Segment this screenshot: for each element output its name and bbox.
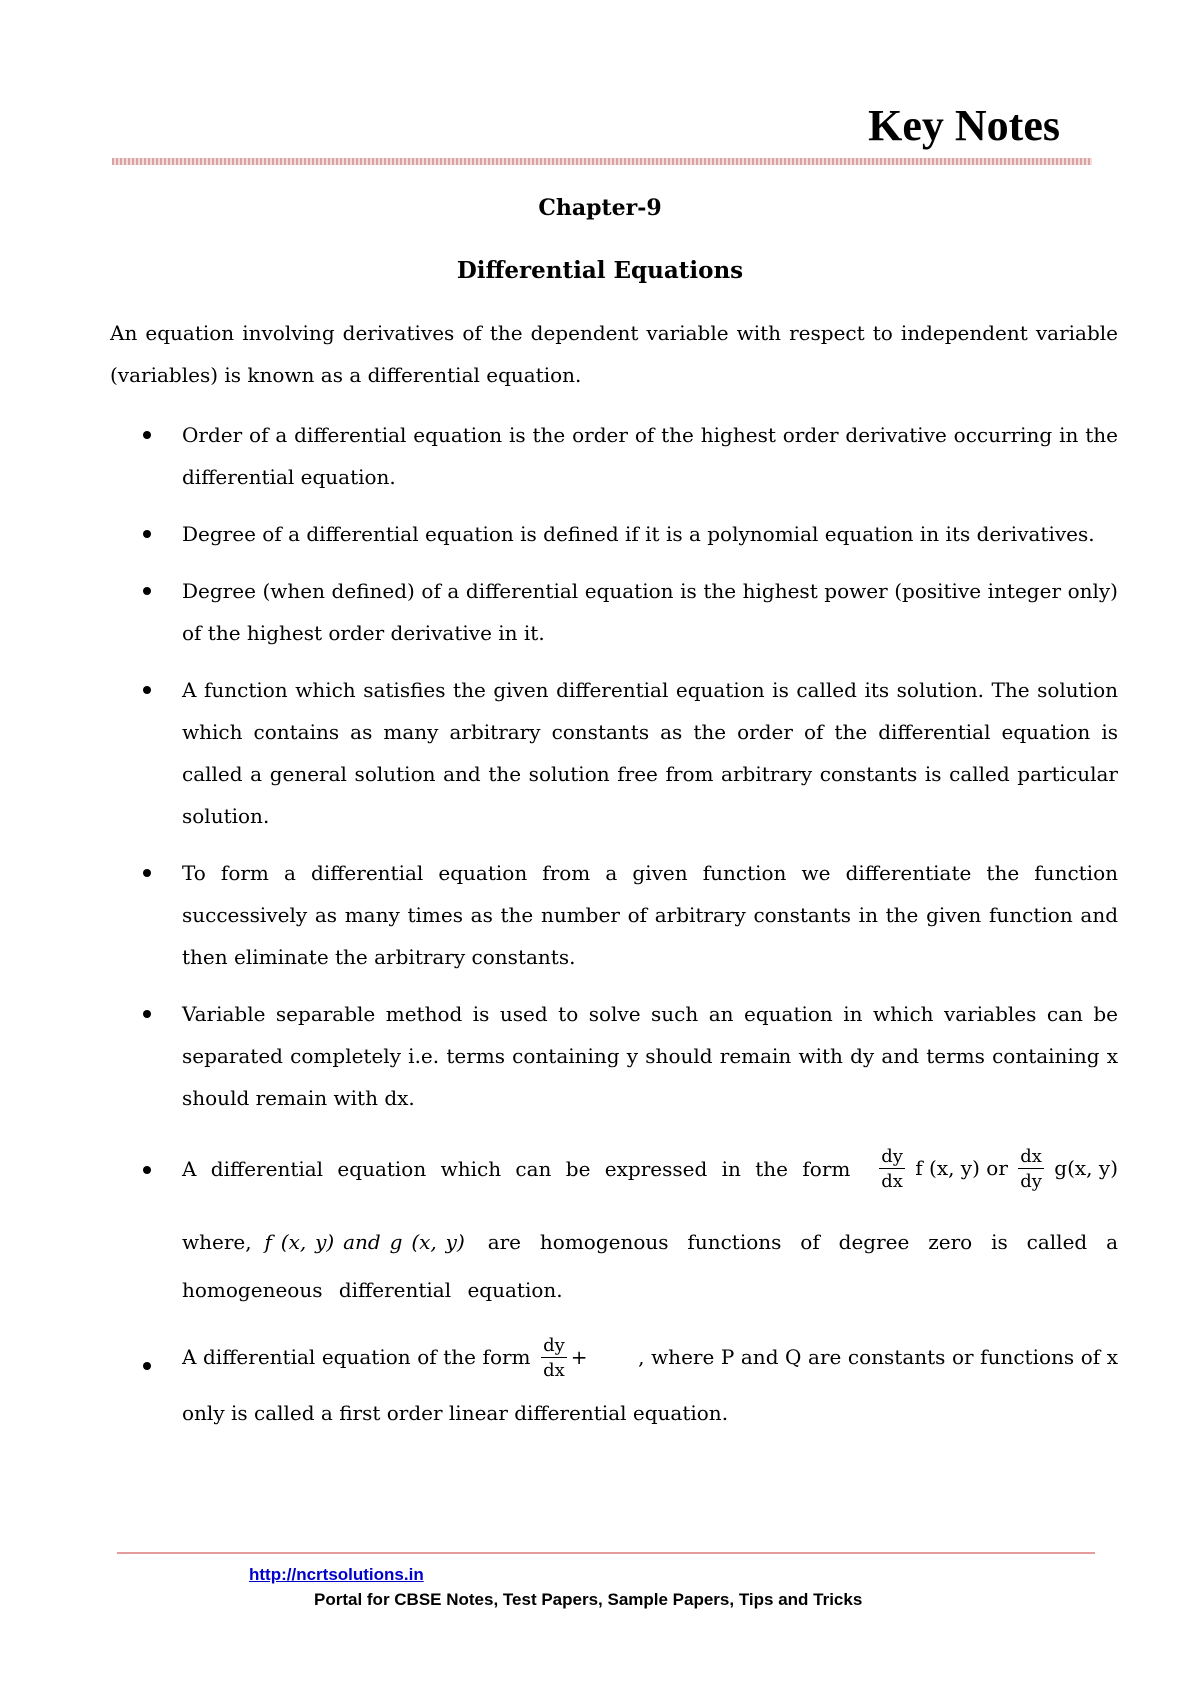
or-text: or: [986, 1156, 1008, 1180]
footer-divider: [117, 1552, 1095, 1554]
list-item: [110, 513, 1118, 555]
bullet-text: To form a differential equation from a given function we differentiate the function successively as many times as the number of arbitrary constants in the given function and then eliminate the arbitrary constants.: [182, 861, 1118, 969]
homogeneous-form-line: [182, 1134, 1118, 1204]
footer-site-link[interactable]: http://ncrtsolutions.in: [249, 1565, 424, 1584]
list-item: [110, 852, 1118, 978]
bullet-icon: [143, 587, 151, 595]
bullet-icon: [143, 1166, 151, 1174]
homogeneous-description: where, f (x, y) and g (x, y) are homogenous functions of degree zero is called a homogeneous differential equation.: [182, 1230, 1119, 1302]
homogeneous-lead: A differential equation which can be expressed in the form: [182, 1157, 851, 1181]
chapter-heading: Chapter-9: [538, 195, 662, 221]
dx-dy-fraction: $\frac{dx}{dy}$: [1020, 1146, 1042, 1192]
linear-lead: A differential equation of the form: [182, 1345, 531, 1369]
linear-item: [110, 1329, 1118, 1441]
bullet-text: Order of a differential equation is the order of the highest order derivative occurring in the differential equation.: [182, 423, 1118, 489]
subject-heading: Differential Equations: [456, 257, 744, 284]
bullet-icon: [143, 1010, 151, 1018]
homogeneous-item: [110, 1134, 1118, 1314]
key-points-list: [110, 414, 1118, 1456]
bullet-icon: [143, 530, 151, 538]
list-item: [110, 570, 1118, 654]
list-item: [110, 993, 1118, 1119]
header-divider: [112, 158, 1092, 165]
bullet-text: Degree (when defined) of a differential equation is the highest power (positive integer only) of the highest order derivative in it.: [182, 579, 1118, 645]
linear-dy-dx-fraction: $\frac{dy}{dx}$: [543, 1335, 565, 1381]
fg-expression: f (x, y) and g (x, y): [264, 1230, 465, 1254]
dy-dx-fraction: $\frac{dy}{dx}$: [881, 1146, 903, 1192]
list-item: [110, 669, 1118, 837]
linear-trail: , where P and Q are constants or functions of x only is called a first order linear differential equation.: [182, 1345, 1119, 1425]
bullet-icon: [143, 686, 151, 694]
bullet-icon: [143, 431, 151, 439]
homogeneous-equation: [875, 1147, 1118, 1191]
bullet-text: A function which satisfies the given differential equation is called its solution. The solution which contains as many arbitrary constants as the order of the differential equation is called a general solution and the solution free from arbitrary constants is called particular solution.: [182, 678, 1118, 828]
g-expression: g(x, y): [1054, 1156, 1118, 1180]
bullet-text: Variable separable method is used to solve such an equation in which variables can be separated completely i.e. terms containing y should remain with dy and terms containing x should remain with dx.: [182, 1002, 1118, 1110]
page-header-title: Key Notes: [868, 101, 1060, 150]
bullet-text: Degree of a differential equation is defined if it is a polynomial equation in its derivatives.: [182, 522, 1095, 546]
linear-description: A differential equation of the form $\frac{dy}{dx}$ + , where P and Q are constants or functions of x only is called a first order linear differential equation.: [182, 1335, 1119, 1425]
bullet-icon: [143, 869, 151, 877]
list-item: [110, 414, 1118, 498]
intro-paragraph: An equation involving derivatives of the dependent variable with respect to independent variable (variables) is known as a differential equation.: [110, 321, 1118, 387]
f-expression: f (x, y): [915, 1156, 980, 1180]
footer-tagline: Portal for CBSE Notes, Test Papers, Sample Papers, Tips and Tricks: [314, 1590, 863, 1609]
bullet-icon: [143, 1362, 151, 1370]
